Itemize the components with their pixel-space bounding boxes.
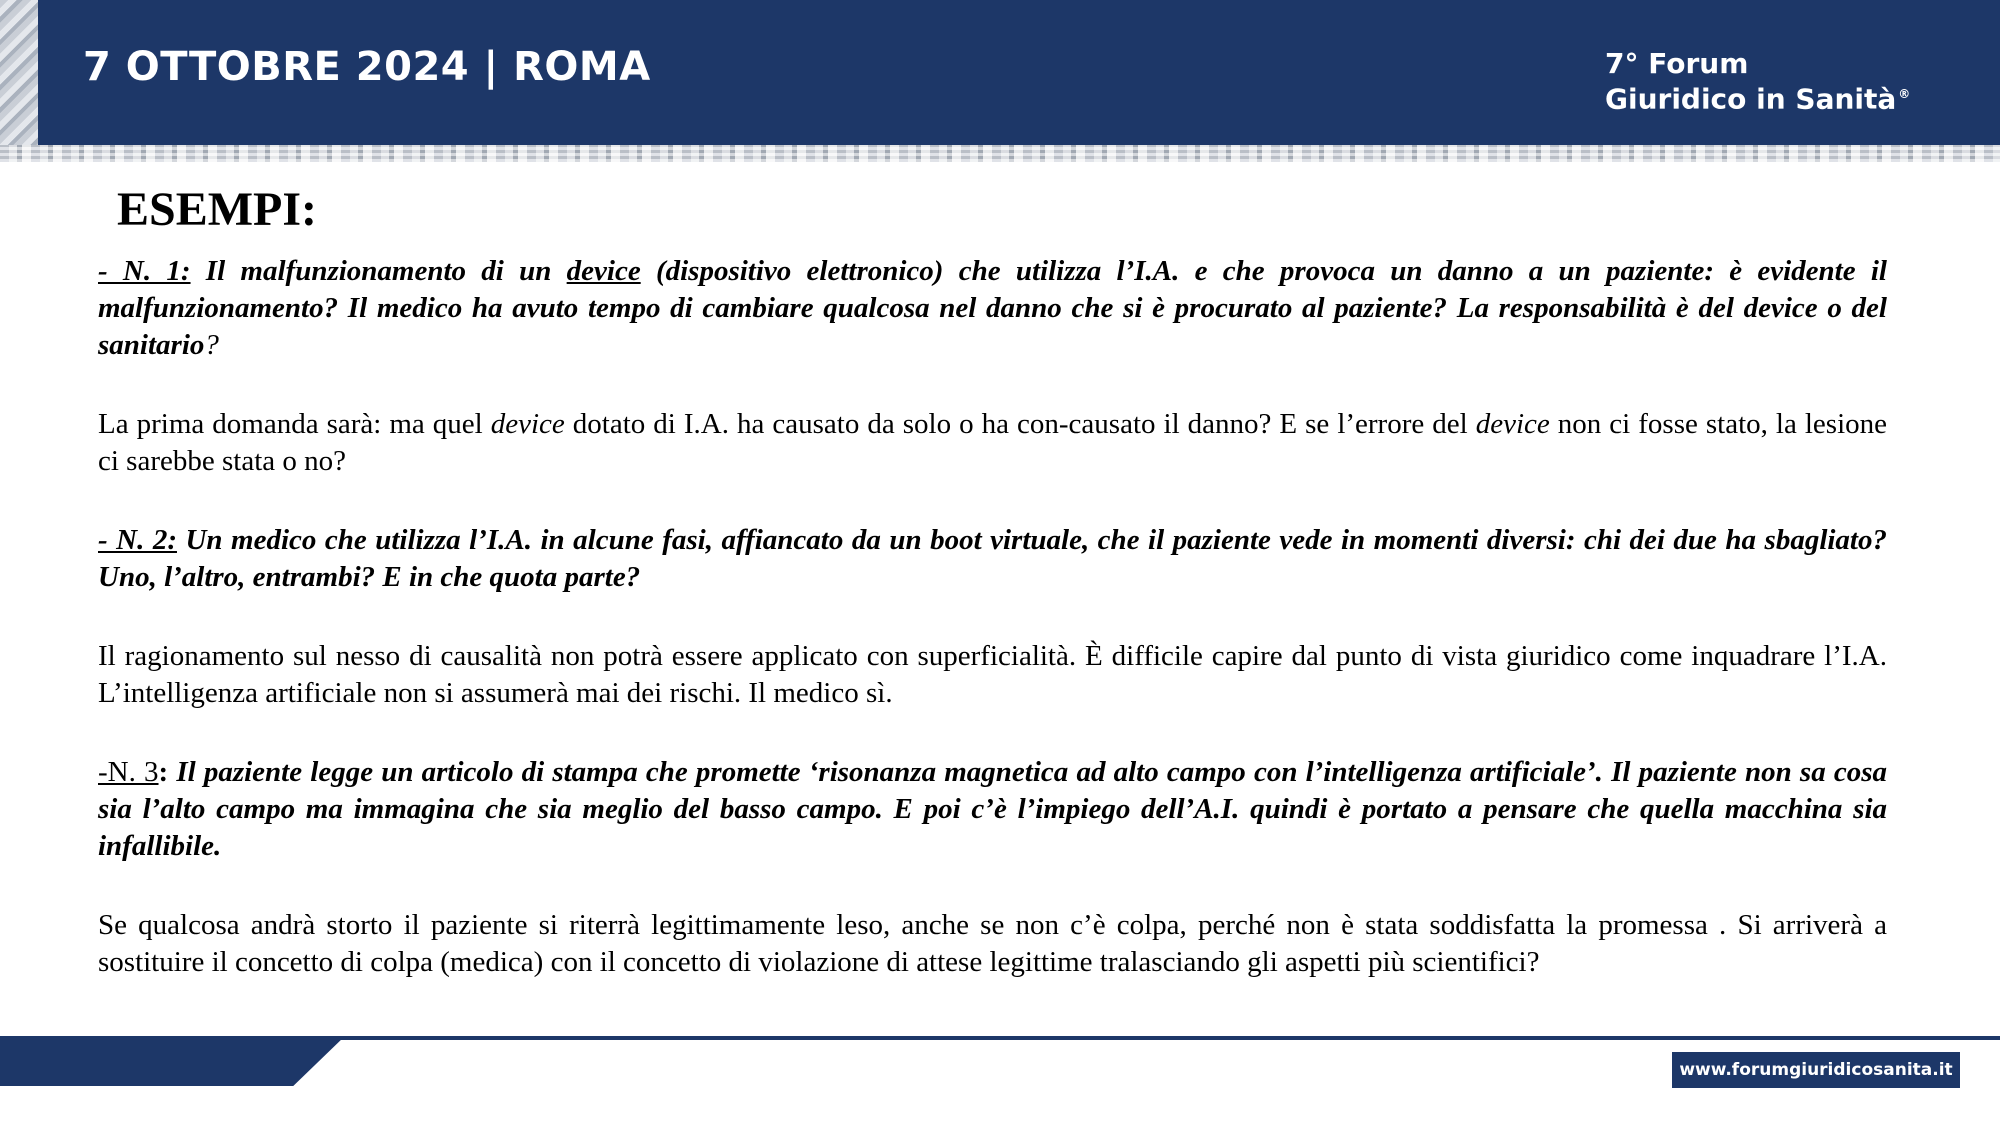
example-3-colon: : xyxy=(158,756,169,788)
example-1-question xyxy=(98,253,1887,364)
example-2-label: - N. 2: xyxy=(98,524,177,556)
forum-line-2 xyxy=(1605,79,1910,114)
event-date-location: 7 OTTOBRE 2024 | ROMA xyxy=(83,44,651,90)
example-2-question xyxy=(98,522,1887,596)
example-3-question xyxy=(98,754,1887,865)
example-3-label: -N. 3 xyxy=(98,756,159,788)
example-2-answer: Il ragionamento sul nesso di causalità non potrà essere applicato con superficialità. È difficile capire dal punto di vista giuridico come inquadrare l’I.A. L’intelligenza artificiale non si assumerà mai dei rischi. Il medico sì. xyxy=(98,640,1887,709)
forum-line-1: 7° Forum xyxy=(1605,47,1749,80)
header-banner xyxy=(0,0,2000,145)
example-3-question-text: Il paziente legge un articolo di stampa che promette ‘risonanza magnetica ad alto campo con l’intelligenza artificiale’. Il paziente non sa cosa sia l’alto campo ma immagina che sia meglio del basso campo. E poi c’è l’impiego dell’A.I. quindi è portato a pensare che quella macchina sia infallibile. xyxy=(98,756,1888,862)
example-1-answer-part-5: non ci fosse stato, la lesione ci sarebbe stata o no? xyxy=(98,408,1887,477)
example-1-answer xyxy=(98,406,1887,480)
example-3-answer: Se qualcosa andrà storto il paziente si riterrà legittimamente leso, anche se non c’è colpa, perché non è stata soddisfatta la promessa . Si arriverà a sostituire il concetto di colpa (medica) con il concetto di violazione di attese legittime tralasciando gli aspetti più scientifici? xyxy=(98,909,1887,978)
example-1-answer-device-1: device xyxy=(490,408,565,440)
example-1-question-end: ? xyxy=(204,329,219,361)
example-1-device-term: device xyxy=(566,255,641,287)
footer-accent-bar xyxy=(0,1036,345,1086)
examples-content xyxy=(98,253,1887,981)
example-1-label: - N. 1: xyxy=(98,255,191,287)
example-1-question-text-c: (dispositivo elettronico) che utilizza l’I.A. e che provoca un danno a un paziente: è evidente il malfunzionamento? Il medico ha avuto tempo di cambiare qualcosa nel danno che si è procurato al paziente? La responsabilità è del device o del sanitario xyxy=(98,255,1887,361)
example-1-answer-part-3: dotato di I.A. ha causato da solo o ha con-causato il danno? E se l’errore del xyxy=(564,408,1476,440)
page-title: ESEMPI: xyxy=(117,183,318,236)
header-decorative-strip xyxy=(0,0,38,145)
example-1-question-text-a: Il malfunzionamento di un xyxy=(190,255,567,287)
website-url[interactable]: www.forumgiuridicosanita.it xyxy=(1672,1052,1960,1088)
example-1-answer-device-2: device xyxy=(1475,408,1550,440)
forum-logo-text xyxy=(1605,48,1910,114)
example-2-question-text: Un medico che utilizza l’I.A. in alcune fasi, affiancato da un boot virtuale, che il paziente vede in momenti diversi: chi dei due ha sbagliato? Uno, l’altro, entrambi? E in che quota parte? xyxy=(98,524,1887,593)
example-1-answer-part-1: La prima domanda sarà: ma quel xyxy=(98,408,491,440)
registered-mark: ® xyxy=(1898,87,1911,101)
header-photo-collage-strip xyxy=(0,145,2000,162)
forum-line-2-text: Giuridico in Sanità xyxy=(1605,82,1897,116)
